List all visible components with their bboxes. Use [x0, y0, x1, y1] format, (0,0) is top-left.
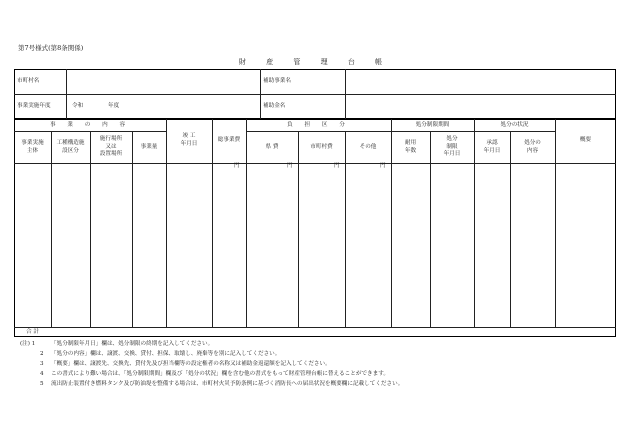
form-id: 第7号様式(第8条関係)	[18, 44, 84, 52]
municipality-label: 市町村名	[17, 78, 40, 84]
fiscal-year-label: 事業実施年度	[17, 103, 51, 109]
group-burden-header: 負 担 区 分	[287, 122, 350, 128]
project-label: 補助事業名	[263, 78, 291, 84]
note-num: 4	[40, 371, 44, 377]
col-useful-life: 耐用 年数	[404, 140, 417, 154]
col-summary: 概要	[579, 137, 592, 143]
col-other: その他	[359, 144, 377, 150]
note-num: 3	[40, 361, 44, 367]
note-text: 「処分制限年月日」欄は、処分制限の終期を記入してください。	[51, 341, 214, 347]
col-completion-date: 竣 工 年月日	[180, 133, 198, 147]
col-approval-date: 承認 年月日	[483, 140, 501, 154]
group-status-header: 処分の状況	[500, 122, 529, 128]
col-limit-date: 処分 制限 年月日	[443, 136, 461, 157]
group-content-header: 事 業 の 内 容	[49, 122, 131, 128]
note-text: この書式により難い場合は、「処分制限期間」欄及び「処分の状況」欄を含む他の書式をもって財産管理台帳に替えることができます。	[51, 371, 389, 377]
yen-unit-other: 円	[380, 163, 386, 169]
note-num: 2	[40, 351, 44, 357]
col-prefecture: 県 費	[265, 144, 279, 150]
page-title: 財 産 管 理 台 帳	[238, 58, 392, 66]
col-municipal: 市町村費	[310, 144, 333, 150]
note-text: 「概要」欄は、譲渡先、交換先、貸付先及び担当欄等の設定権者の名称又は補助金返還額を記入してください。	[51, 361, 331, 367]
era-label: 令和	[72, 103, 84, 109]
note-num: 5	[40, 381, 44, 387]
note-text: 「処分の内容」欄は、譲渡、交換、貸付、担保、取壊し、廃棄等を別に記入してください。	[51, 351, 281, 357]
year-unit: 年度	[108, 103, 120, 109]
col-entity: 事業実施 主体	[21, 140, 44, 154]
yen-unit-total-cost: 円	[234, 163, 240, 169]
col-location: 施行場所 又は 設置場所	[99, 136, 123, 157]
note-text: 流出防止装置付き燃料タンク及び防油堤を整備する場合は、市町村火災予防条例に基づく消防長への届出状況を概要欄に記載してください。	[51, 381, 404, 387]
note-num: (注) 1	[20, 341, 36, 347]
yen-unit-prefecture: 円	[287, 163, 293, 169]
col-disposal-content: 処分の 内容	[524, 140, 541, 154]
col-quantity: 事業量	[140, 144, 158, 150]
subsidy-label: 補助金名	[263, 103, 286, 109]
yen-unit-municipal: 円	[334, 163, 340, 169]
col-total-cost: 総事業費	[217, 137, 241, 143]
total-label: 合 計	[26, 329, 39, 335]
group-limit-header: 処分制限期間	[415, 122, 450, 128]
col-work-category: 工種構造施 設区分	[56, 140, 85, 154]
